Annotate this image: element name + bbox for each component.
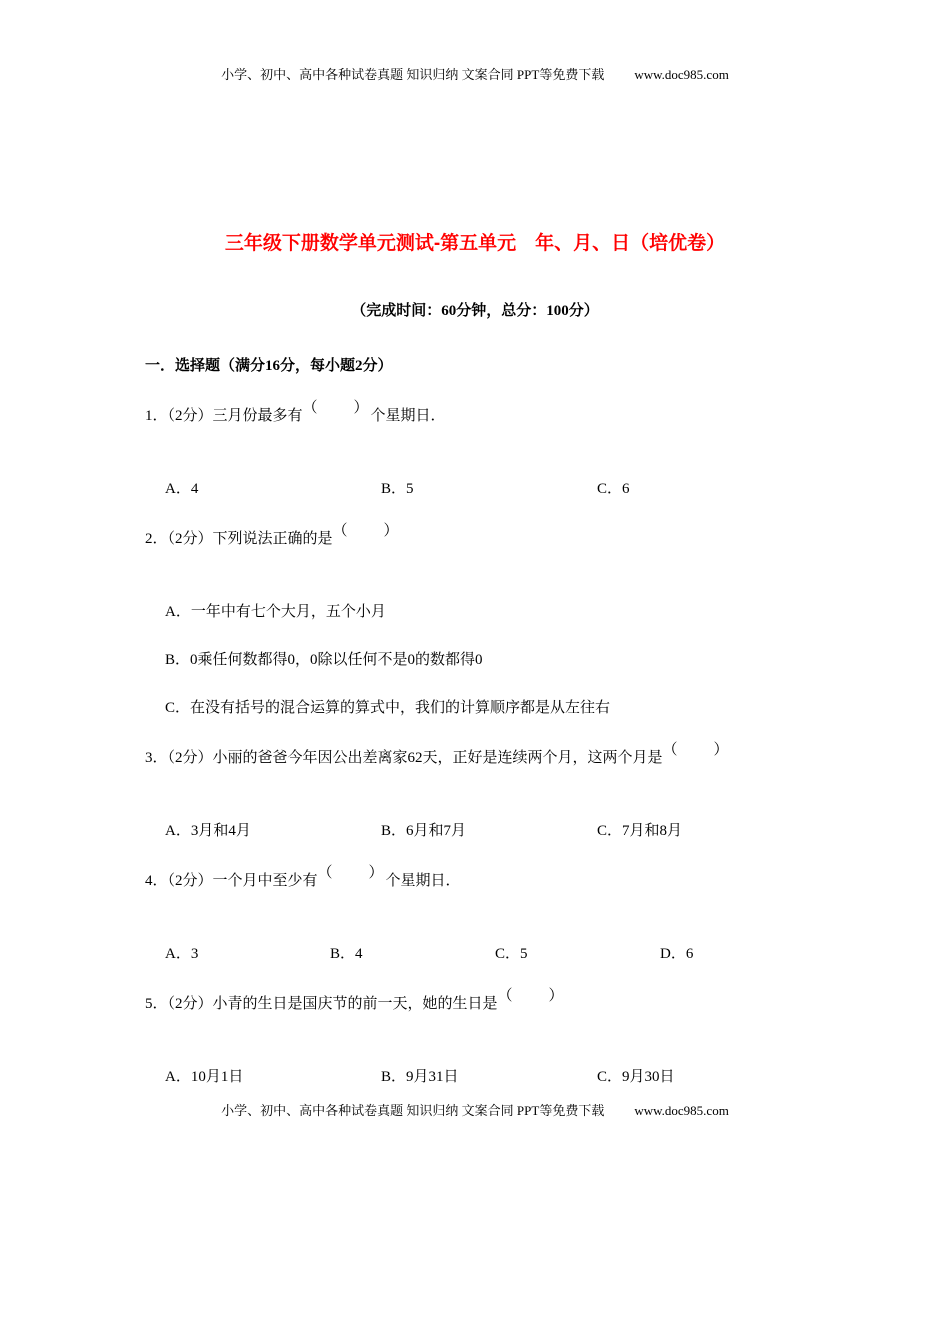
option-b: B．5 (381, 481, 414, 497)
question-1-text (145, 400, 805, 429)
question-5 (145, 988, 805, 1090)
footer-site-link[interactable]: www.doc985.com (634, 1103, 729, 1118)
option-a: A．4 (165, 481, 199, 497)
option-a: A．3月和4月 (165, 823, 251, 839)
option-c: C．在没有括号的混合运算的算式中，我们的计算顺序都是从左往右 (165, 700, 611, 716)
header-site-link[interactable]: www.doc985.com (634, 67, 729, 82)
question-number: 2． (145, 531, 168, 547)
question-4-options (145, 942, 805, 967)
question-stem-tail: 个星期日． (385, 873, 461, 889)
question-stem: （2分）一个月中至少有 (167, 873, 318, 889)
question-5-text (145, 988, 805, 1017)
answer-blank: （ ） (317, 865, 386, 881)
answer-blank: （ ） (302, 400, 371, 416)
option-c: C．6 (597, 481, 630, 497)
page-footer (145, 1102, 805, 1120)
option-d: D．6 (660, 946, 694, 962)
option-b: B．6月和7月 (381, 823, 467, 839)
question-number: 3． (145, 750, 168, 766)
question-stem-tail: 个星期日． (370, 408, 446, 424)
option-b: B．4 (330, 946, 363, 962)
option-b: B．0乘任何数都得0，0除以任何不是0的数都得0 (165, 652, 483, 668)
footer-promo-text: 小学、初中、高中各种试卷真题 知识归纳 文案合同 PPT等免费下载 (221, 1103, 605, 1118)
exam-subtitle: （完成时间：60分钟，总分：100分） (351, 303, 599, 319)
question-4-text (145, 865, 805, 894)
question-5-options (145, 1065, 805, 1090)
option-c: C．7月和8月 (597, 823, 683, 839)
question-3-options (145, 819, 805, 844)
exam-title: 三年级下册数学单元测试-第五单元 年、月、日（培优卷） (224, 233, 726, 254)
question-stem: （2分）小丽的爸爸今年因公出差离家62天，正好是连续两个月，这两个月是 (167, 750, 663, 766)
option-b: B．9月31日 (381, 1069, 459, 1085)
question-4 (145, 865, 805, 967)
answer-blank: （ ） (662, 742, 731, 758)
section-heading-choice: 一．选择题（满分16分，每小题2分） (145, 358, 393, 374)
question-1 (145, 400, 805, 502)
header-promo-text: 小学、初中、高中各种试卷真题 知识归纳 文案合同 PPT等免费下载 (221, 67, 605, 82)
answer-blank: （ ） (497, 988, 566, 1004)
question-number: 4． (145, 873, 168, 889)
question-number: 1． (145, 408, 168, 424)
question-3 (145, 742, 805, 844)
question-2-options (145, 600, 805, 721)
option-c: C．5 (495, 946, 528, 962)
question-2 (145, 523, 805, 721)
option-a: A．一年中有七个大月，五个小月 (165, 604, 386, 620)
question-stem: （2分）三月份最多有 (167, 408, 303, 424)
question-1-options (145, 477, 805, 502)
question-number: 5． (145, 996, 168, 1012)
question-3-text (145, 742, 805, 771)
answer-blank: （ ） (332, 523, 401, 539)
page-header (145, 66, 805, 84)
option-a: A．10月1日 (165, 1069, 244, 1085)
question-2-text (145, 523, 805, 552)
question-stem: （2分）下列说法正确的是 (167, 531, 333, 547)
option-c: C．9月30日 (597, 1069, 675, 1085)
option-a: A．3 (165, 946, 199, 962)
question-stem: （2分）小青的生日是国庆节的前一天，她的生日是 (167, 996, 498, 1012)
